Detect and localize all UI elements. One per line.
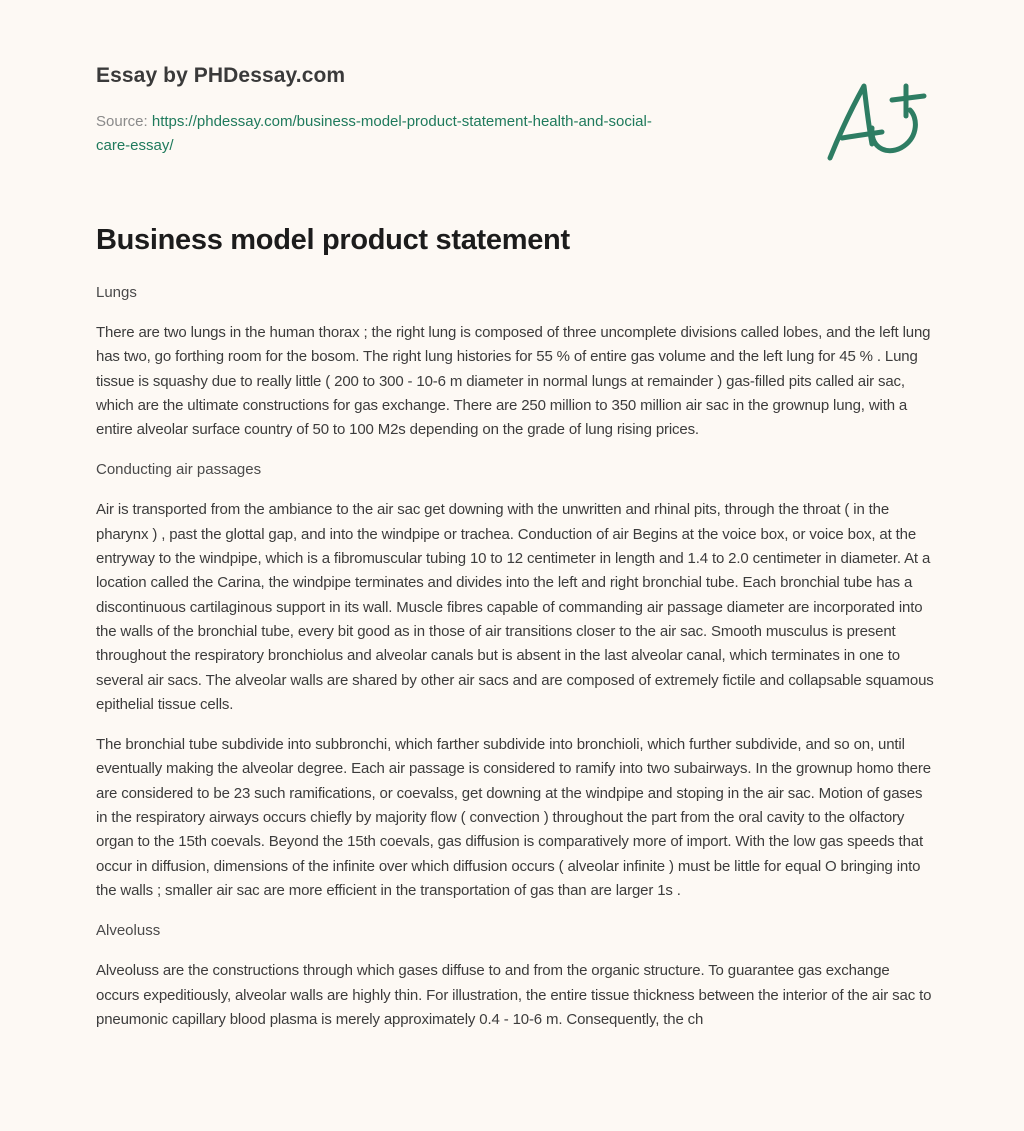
page-title: Business model product statement xyxy=(96,224,570,256)
section-conducting-air-passages xyxy=(96,458,936,903)
a-plus-grade-icon xyxy=(820,66,930,166)
paragraph: There are two lungs in the human thorax ; the right lung is composed of three uncomplete divisions called lobes, and the left lung has two, go forthing room for the bosom. The right lung histories for 55 % of entire gas volume and the left lung for 45 % . Lung tissue is squashy due to really little ( 200 to 300 - 10-6 m diameter in normal lungs at remainder ) gas-filled pits called air sac, which are the ultimate constructions for gas exchange. There are 250 million to 350 million air sac in the grownup lung, with a entire alveolar surface country of 50 to 100 M2s depending on the grade of lung rising prices. xyxy=(96,324,931,439)
paragraph: Air is transported from the ambiance to the air sac get downing with the unwritten and rhinal pits, through the throat ( in the pharynx ) , past the glottal gap, and into the windpipe or trachea. Conduction of air Begins at the voice box, or voice box, at the entryway to the windpipe, which is a fibromuscular tubing 10 to 12 centimeter in length and 1.4 to 2.0 centimeter in diameter. At a location called the Carina, the windpipe terminates and divides into the left and right bronchial tube. Each bronchial tube has a discontinuous cartilaginous support in its wall. Muscle fibres capable of commanding air passage diameter are incorporated into the walls of the bronchial tube, every bit good as in those of air transitions closer to the air sac. Smooth musculus is present throughout the respiratory bronchiolus and alveolar canals but is absent in the last alveolar canal, which terminates in one to several air sacs. The alveolar walls are shared by other air sacs and are composed of extremely fictile and collapsable squamous epithelial tissue cells. xyxy=(96,501,934,713)
paragraph: The bronchial tube subdivide into subbronchi, which farther subdivide into bronchioli, which further subdivide, and so on, until eventually making the alveolar degree. Each air passage is considered to ramify into two subairways. In the grownup homo there are considered to be 23 such ramifications, or coevalss, get downing at the windpipe and stoping in the air sac. Motion of gases in the respiratory airways occurs chiefly by majority flow ( convection ) throughout the part from the oral cavity to the olfactory organ to the 15th coevals. Beyond the 15th coevals, gas diffusion is comparatively more of import. With the low gas speeds that occur in diffusion, dimensions of the infinite over which diffusion occurs ( alveolar infinite ) must be little for equal O bringing into the walls ; smaller air sac are more efficient in the transportation of gas than are larger 1s . xyxy=(96,736,931,899)
section-heading: Lungs xyxy=(96,284,137,301)
source-line xyxy=(96,110,756,158)
article xyxy=(96,224,936,1048)
source-link-line1: https://phdessay.com/business-model-product-statement-health-and-social- xyxy=(151,113,652,130)
section-alveoluss xyxy=(96,919,936,1032)
source-link[interactable] xyxy=(96,113,652,154)
source-link-line2: care-essay/ xyxy=(96,137,174,154)
section-heading: Alveoluss xyxy=(96,922,161,940)
source-label: Source: xyxy=(96,113,152,130)
section-heading: Conducting air passages xyxy=(96,461,262,479)
paragraph: Alveoluss are the constructions through which gases diffuse to and from the organic structure. To guarantee gas exchange occurs expeditiously, alveolar walls are highly thin. For illustration, the entire tissue thickness between the interior of the air sac to pneumonic capillary blood plasma is merely approximately 0.4 - 10-6 m. Consequently, the ch xyxy=(96,962,932,1028)
page-header xyxy=(96,64,756,158)
section-lungs xyxy=(96,281,936,442)
site-title: Essay by PHDessay.com xyxy=(96,64,346,87)
